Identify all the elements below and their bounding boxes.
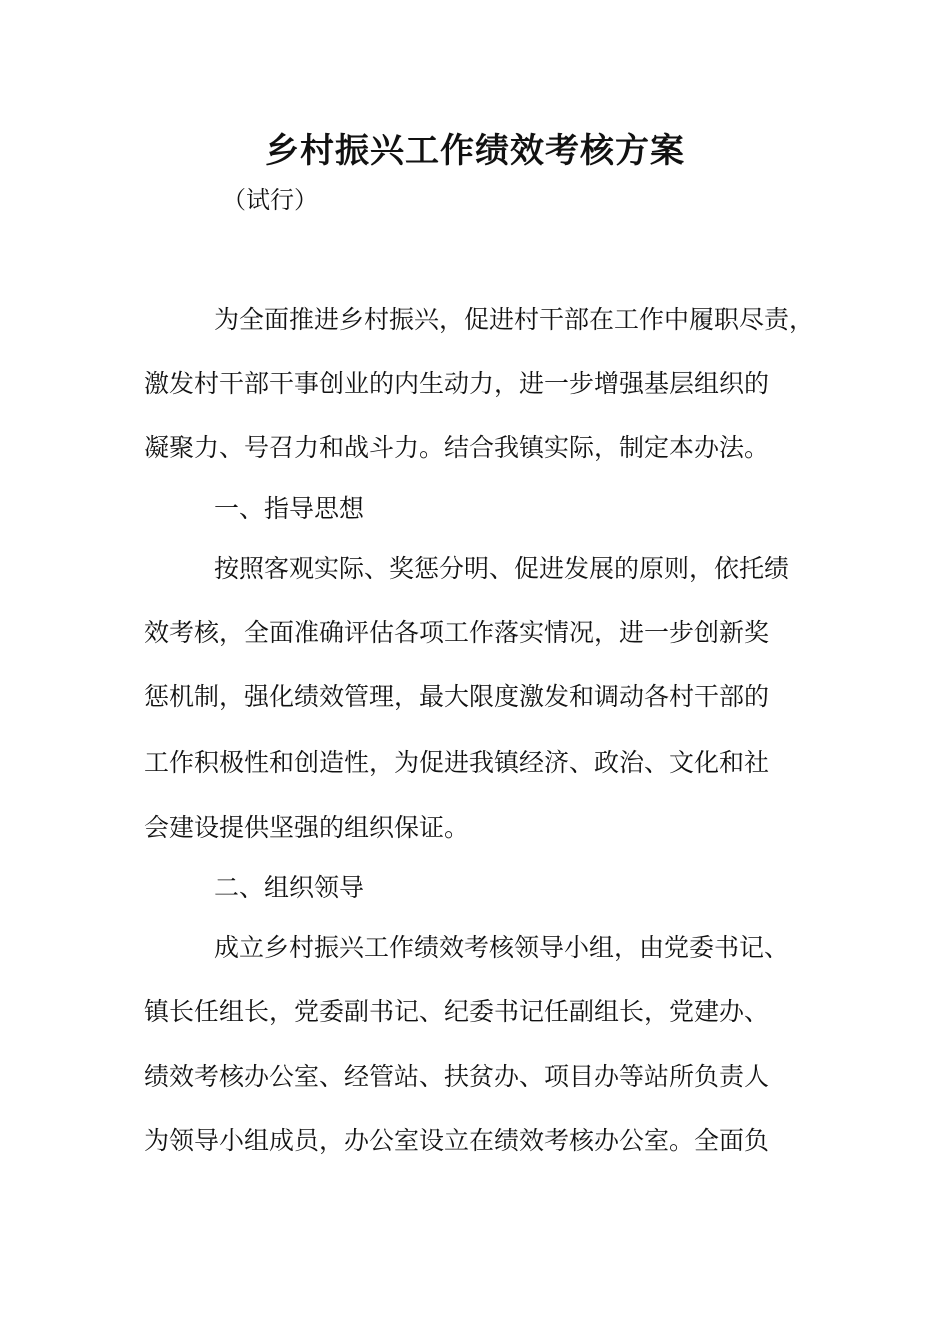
paragraph-organization-line-4: 为领导小组成员，办公室设立在绩效考核办公室。全面负 [144, 1126, 770, 1155]
paragraph-ideology-line-4: 工作积极性和创造性，为促进我镇经济、政治、文化和社 [144, 748, 770, 777]
paragraph-organization-line-1: 成立乡村振兴工作绩效考核领导小组，由党委书记、 [214, 933, 790, 962]
paragraph-intro-line-2: 激发村干部干事创业的内生动力，进一步增强基层组织的 [144, 369, 770, 398]
paragraph-ideology-line-2: 效考核，全面准确评估各项工作落实情况，进一步创新奖 [144, 618, 770, 647]
section-heading-organization: 二、组织领导 [214, 873, 365, 902]
paragraph-intro-line-1: 为全面推进乡村振兴，促进村干部在工作中履职尽责， [214, 305, 815, 334]
paragraph-organization-line-2: 镇长任组长，党委副书记、纪委书记任副组长，党建办、 [144, 997, 770, 1026]
paragraph-ideology-line-5: 会建设提供坚强的组织保证。 [144, 813, 470, 842]
paragraph-organization-line-3: 绩效考核办公室、经管站、扶贫办、项目办等站所负责人 [144, 1062, 770, 1091]
paragraph-intro-line-3: 凝聚力、号召力和战斗力。结合我镇实际，制定本办法。 [144, 433, 770, 462]
section-heading-guiding-ideology: 一、指导思想 [214, 494, 365, 523]
paragraph-ideology-line-1: 按照客观实际、奖惩分明、促进发展的原则，依托绩 [214, 554, 790, 583]
paragraph-ideology-line-3: 惩机制，强化绩效管理，最大限度激发和调动各村干部的 [144, 682, 770, 711]
document-title: 乡村振兴工作绩效考核方案 [265, 131, 685, 171]
document-subtitle: （试行） [222, 186, 318, 214]
